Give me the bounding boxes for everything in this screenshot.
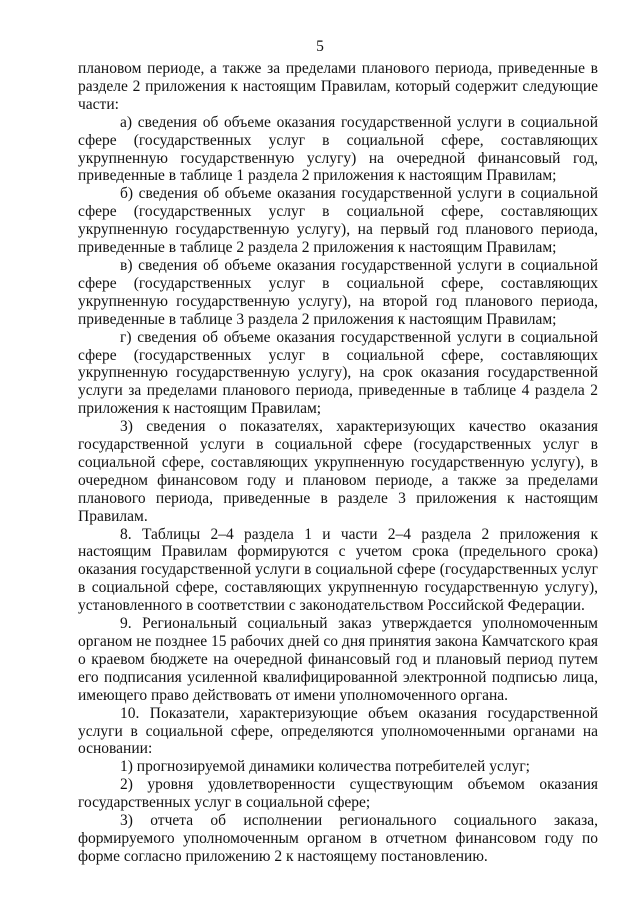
clause-10-item-2: 2) уровня удовлетворенности существующим объемом оказания государственных услуг в социальной сфере; [78, 776, 598, 812]
document-body [78, 60, 598, 866]
clause-9: 9. Региональный социальный заказ утверждается уполномоченным органом не позднее 15 рабочих дней со дня принятия закона Камчатского края о краевом бюджете на очередной финансовый год и плановый период путем его подписания усиленной квалифицированной электронной подписью лица, имеющего право действовать от имени уполномоченного органа. [78, 615, 598, 704]
page-number: 5 [316, 38, 324, 55]
list-item-g: г) сведения об объеме оказания государственной услуги в социальной сфере (государственных услуг в социальной сфере, составляющих укрупненную государственную услугу), на срок оказания государственной услуги за пределами планового периода, приведенные в таблице 4 раздела 2 приложения к настоящим Правилам; [78, 328, 598, 418]
list-item-3: 3) сведения о показателях, характеризующих качество оказания государственной услуги в социальной сфере (государственных услуг в социальной сфере, составляющих укрупненную государственную услугу), в очередном финансовом году и плановом периоде, а также за пределами планового периода, приведенные в разделе 3 приложения к настоящим Правилам. [78, 418, 598, 525]
clause-10-item-1: 1) прогнозируемой динамики количества потребителей услуг; [120, 758, 530, 776]
clause-8: 8. Таблицы 2–4 раздела 1 и части 2–4 раздела 2 приложения к настоящим Правилам формируются с учетом срока (предельного срока) оказания государственной услуги в социальной сфере (государственных услуг в социальной сфере, составляющих укрупненную государственную услугу), установленного в соответствии с законодательством Российской Федерации. [78, 525, 598, 615]
list-item-v: в) сведения об объеме оказания государственной услуги в социальной сфере (государственных услуг в социальной сфере, составляющих укрупненную государственную услугу), на второй год планового периода, приведенные в таблице 3 раздела 2 приложения к настоящим Правилам; [78, 256, 598, 328]
clause-10-item-3: 3) отчета об исполнении регионального социального заказа, формируемого уполномоченным органом в отчетном финансовом году по форме согласно приложению 2 к настоящему постановлению. [78, 812, 598, 865]
list-item-b: б) сведения об объеме оказания государственной услуги в социальной сфере (государственных услуг в социальной сфере, составляющих укрупненную государственную услугу), на первый год планового периода, приведенные в таблице 2 раздела 2 приложения к настоящим Правилам; [78, 185, 598, 257]
paragraph-continuation: плановом периоде, а также за пределами планового периода, приведенные в разделе 2 приложения к настоящим Правилам, который содержит следующие части: [78, 60, 598, 113]
list-item-a: а) сведения об объеме оказания государственной услуги в социальной сфере (государственных услуг в социальной сфере, составляющих укрупненную государственную услугу) на очередной финансовый год, приведенные в таблице 1 раздела 2 приложения к настоящим Правилам; [78, 113, 598, 185]
clause-10: 10. Показатели, характеризующие объем оказания государственной услуги в социальной сфере, определяются уполномоченными органами на основании: [78, 704, 598, 758]
